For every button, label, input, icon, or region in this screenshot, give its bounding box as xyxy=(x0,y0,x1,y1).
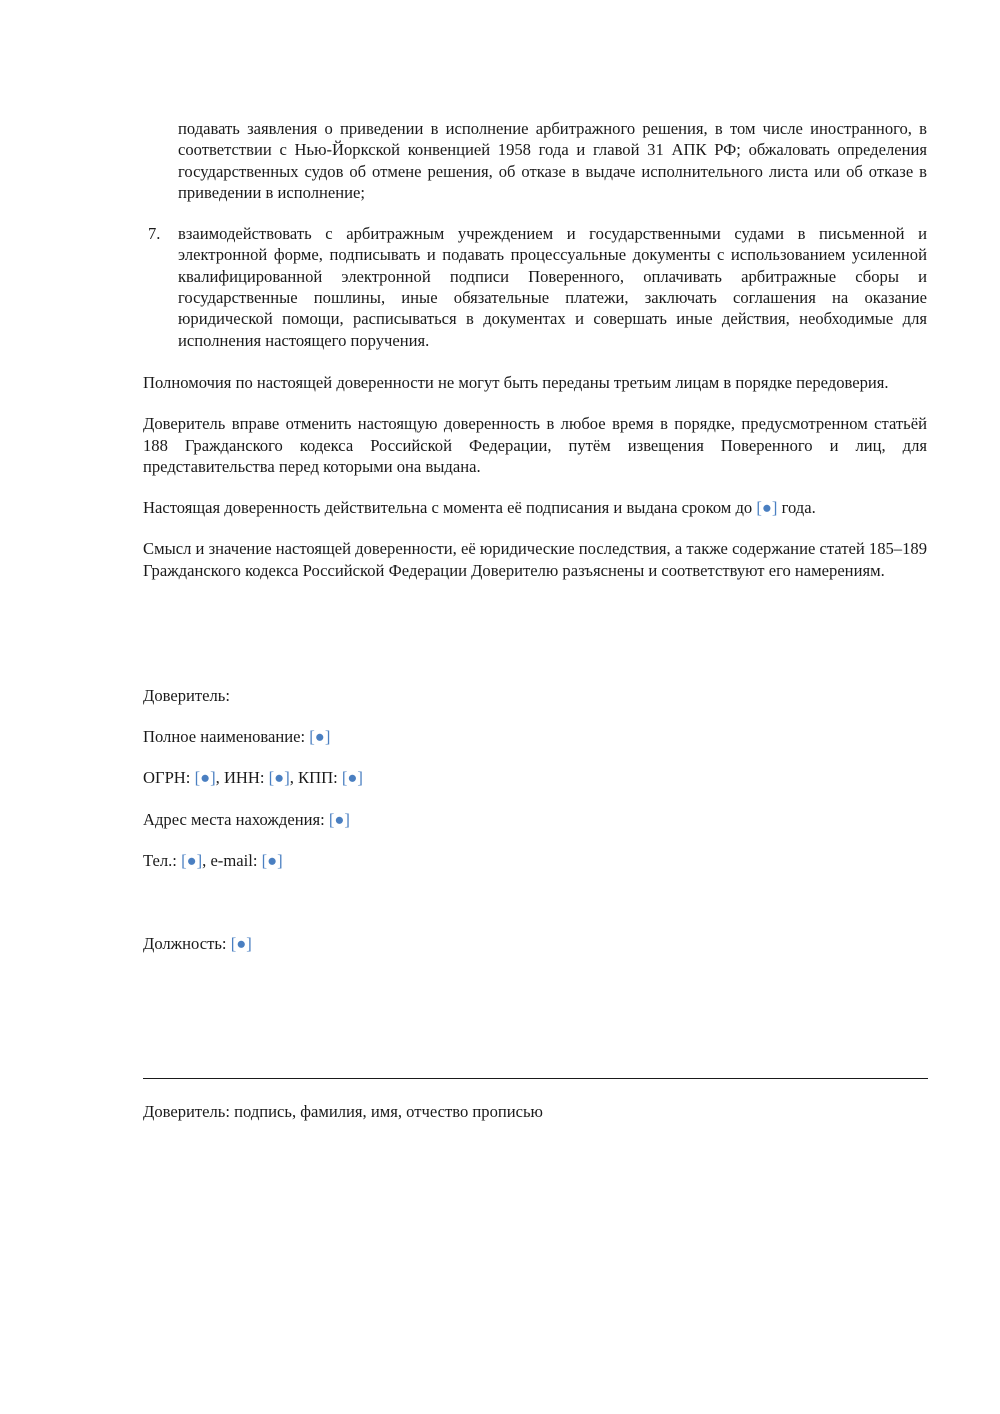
paragraph-validity xyxy=(143,497,927,518)
principal-position xyxy=(143,933,252,954)
principal-address xyxy=(143,809,350,830)
address-placeholder: [●] xyxy=(328,810,350,829)
inn-placeholder: [●] xyxy=(268,768,290,787)
email-placeholder: [●] xyxy=(261,851,283,870)
paragraph-revocation: Доверитель вправе отменить настоящую доверенность в любое время в порядке, предусмотренном статьёй 188 Гражданского кодекса Российской Федерации, путём извещения Поверенного и лиц, для представительства перед которыми она выдана. xyxy=(143,414,927,476)
validity-text: Настоящая доверенность действительна с момента её подписания и выдана сроком до xyxy=(143,498,757,518)
phone-placeholder: [●] xyxy=(181,851,203,870)
inn-label: , ИНН: xyxy=(215,768,269,787)
ogrn-label: ОГРН: xyxy=(143,768,195,787)
validity-date-placeholder: [●] xyxy=(756,498,778,518)
address-label: Адрес места нахождения: xyxy=(143,810,329,829)
ogrn-placeholder: [●] xyxy=(194,768,216,787)
paragraph-meaning: Смысл и значение настоящей доверенности, её юридические последствия, а также содержание статей 185–189 Гражданского кодекса Российской Федерации Доверителю разъяснены и соответствуют его намерениям. xyxy=(143,539,927,580)
position-label: Должность: xyxy=(143,934,231,953)
phone-label: Тел.: xyxy=(143,851,182,870)
paragraph-no-delegation: Полномочия по настоящей доверенности не могут быть переданы третьим лицам в порядке передоверия. xyxy=(143,372,889,392)
list-item-number: 7. xyxy=(148,224,161,244)
principal-contacts xyxy=(143,850,283,871)
document-body xyxy=(143,118,927,581)
list-item-text: взаимодействовать с арбитражным учреждением и государственными судами в письменной и электронной форме, подписывать и подавать процессуальные документы с использованием усиленной квалифицированной электронной подписи Поверенного, оплачивать арбитражные сборы и государственные пошлины, иные обязательные платежи, заключать соглашения на оказание юридической помощи, расписываться в документах и совершать иные действия, необходимые для исполнения настоящего поручения. xyxy=(178,224,927,350)
signature-caption: Доверитель: подпись, фамилия, имя, отчество прописью xyxy=(143,1102,543,1121)
principal-full-name xyxy=(143,726,330,747)
validity-suffix: года. xyxy=(777,498,816,518)
email-label: , e-mail: xyxy=(202,851,262,870)
principal-registration xyxy=(143,767,363,788)
principal-heading: Доверитель: xyxy=(143,686,230,705)
kpp-label: , КПП: xyxy=(289,768,342,787)
kpp-placeholder: [●] xyxy=(341,768,363,787)
list-item-continuation: подавать заявления о приведении в исполнение арбитражного решения, в том числе иностранного, в соответствии с Нью-Йоркской конвенцией 1958 года и главой 31 АПК РФ; обжаловать определения государственных судов об отмене решения, об отказе в выдаче исполнительного листа или об отказе в приведении в исполнение; xyxy=(178,119,927,202)
full-name-placeholder: [●] xyxy=(309,727,331,746)
list-item-7 xyxy=(143,223,927,351)
position-placeholder: [●] xyxy=(230,934,252,953)
full-name-label: Полное наименование: xyxy=(143,727,310,746)
signature-line xyxy=(143,1078,928,1079)
